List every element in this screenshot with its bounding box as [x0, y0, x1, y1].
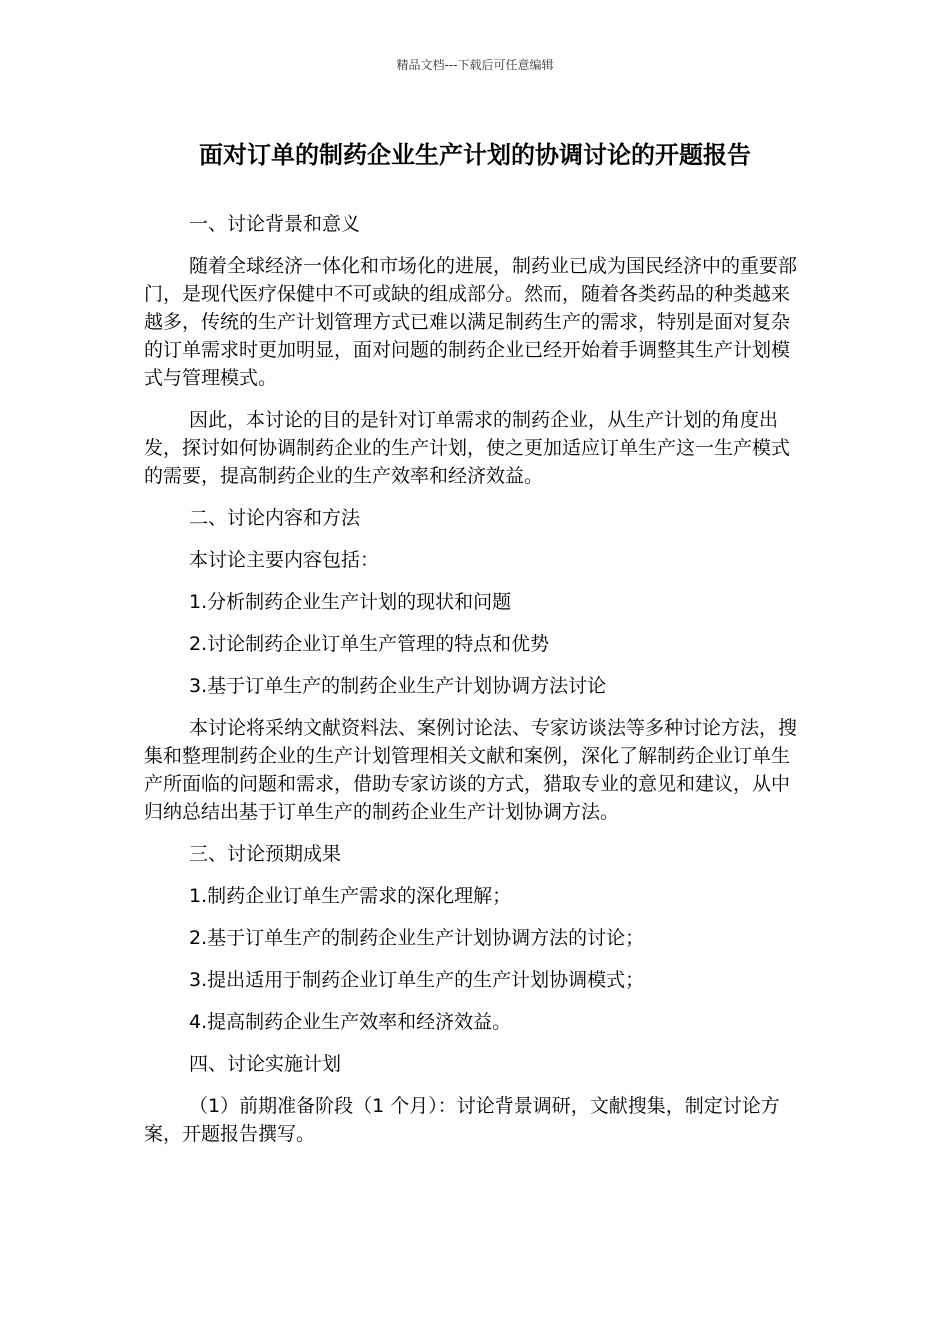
paragraph-purpose: 因此，本讨论的目的是针对订单需求的制药企业，从生产计划的角度出发，探讨如何协调制药企业的生产计划，使之更加适应订单生产这一生产模式的需要，提高制药企业的生产效率和经济效益。 — [144, 409, 791, 487]
section-heading-implementation: 四、讨论实施计划 — [189, 1053, 342, 1075]
section-heading-background: 一、讨论背景和意义 — [189, 213, 361, 235]
paragraph-background: 随着全球经济一体化和市场化的进展，制药业已成为国民经济中的重要部门，是现代医疗保健中不可或缺的组成部分。然而，随着各类药品的种类越来越多，传统的生产计划管理方式已难以满足制药生产的需求，特别是面对复杂的订单需求时更加明显，面对问题的制药企业已经开始着手调整其生产计划模式与管理模式。 — [144, 255, 798, 389]
list-item-result-2: 2.基于订单生产的制药企业生产计划协调方法的讨论； — [189, 927, 645, 949]
paragraph-method: 本讨论将采纳文献资料法、案例讨论法、专家访谈法等多种讨论方法，搜集和整理制药企业的生产计划管理相关文献和案例，深化了解制药企业订单生产所面临的问题和需求，借助专家访谈的方式，猎取专业的意见和建议，从中归纳总结出基于订单生产的制药企业生产计划协调方法。 — [144, 717, 798, 823]
list-item-result-1: 1.制药企业订单生产需求的深化理解； — [189, 885, 512, 907]
list-item-content-3: 3.基于订单生产的制药企业生产计划协调方法讨论 — [189, 675, 607, 697]
document-body — [144, 210, 804, 1162]
list-item-result-3: 3.提出适用于制药企业订单生产的生产计划协调模式； — [189, 969, 645, 991]
list-item-result-4: 4.提高制药企业生产效率和经济效益。 — [189, 1011, 512, 1033]
document-title: 面对订单的制药企业生产计划的协调讨论的开题报告 — [199, 141, 751, 169]
section-heading-expected-results: 三、讨论预期成果 — [189, 843, 342, 865]
paragraph-phase-1: （1）前期准备阶段（1 个月）：讨论背景调研，文献搜集，制定讨论方案，开题报告撰写。 — [144, 1095, 780, 1145]
paragraph-content-intro: 本讨论主要内容包括： — [189, 549, 380, 571]
list-item-content-2: 2.讨论制药企业订单生产管理的特点和优势 — [189, 633, 550, 655]
section-heading-content-method: 二、讨论内容和方法 — [189, 507, 361, 529]
page-header: 精品文档---下载后可任意编辑 — [396, 58, 554, 72]
list-item-content-1: 1.分析制药企业生产计划的现状和问题 — [189, 591, 512, 613]
